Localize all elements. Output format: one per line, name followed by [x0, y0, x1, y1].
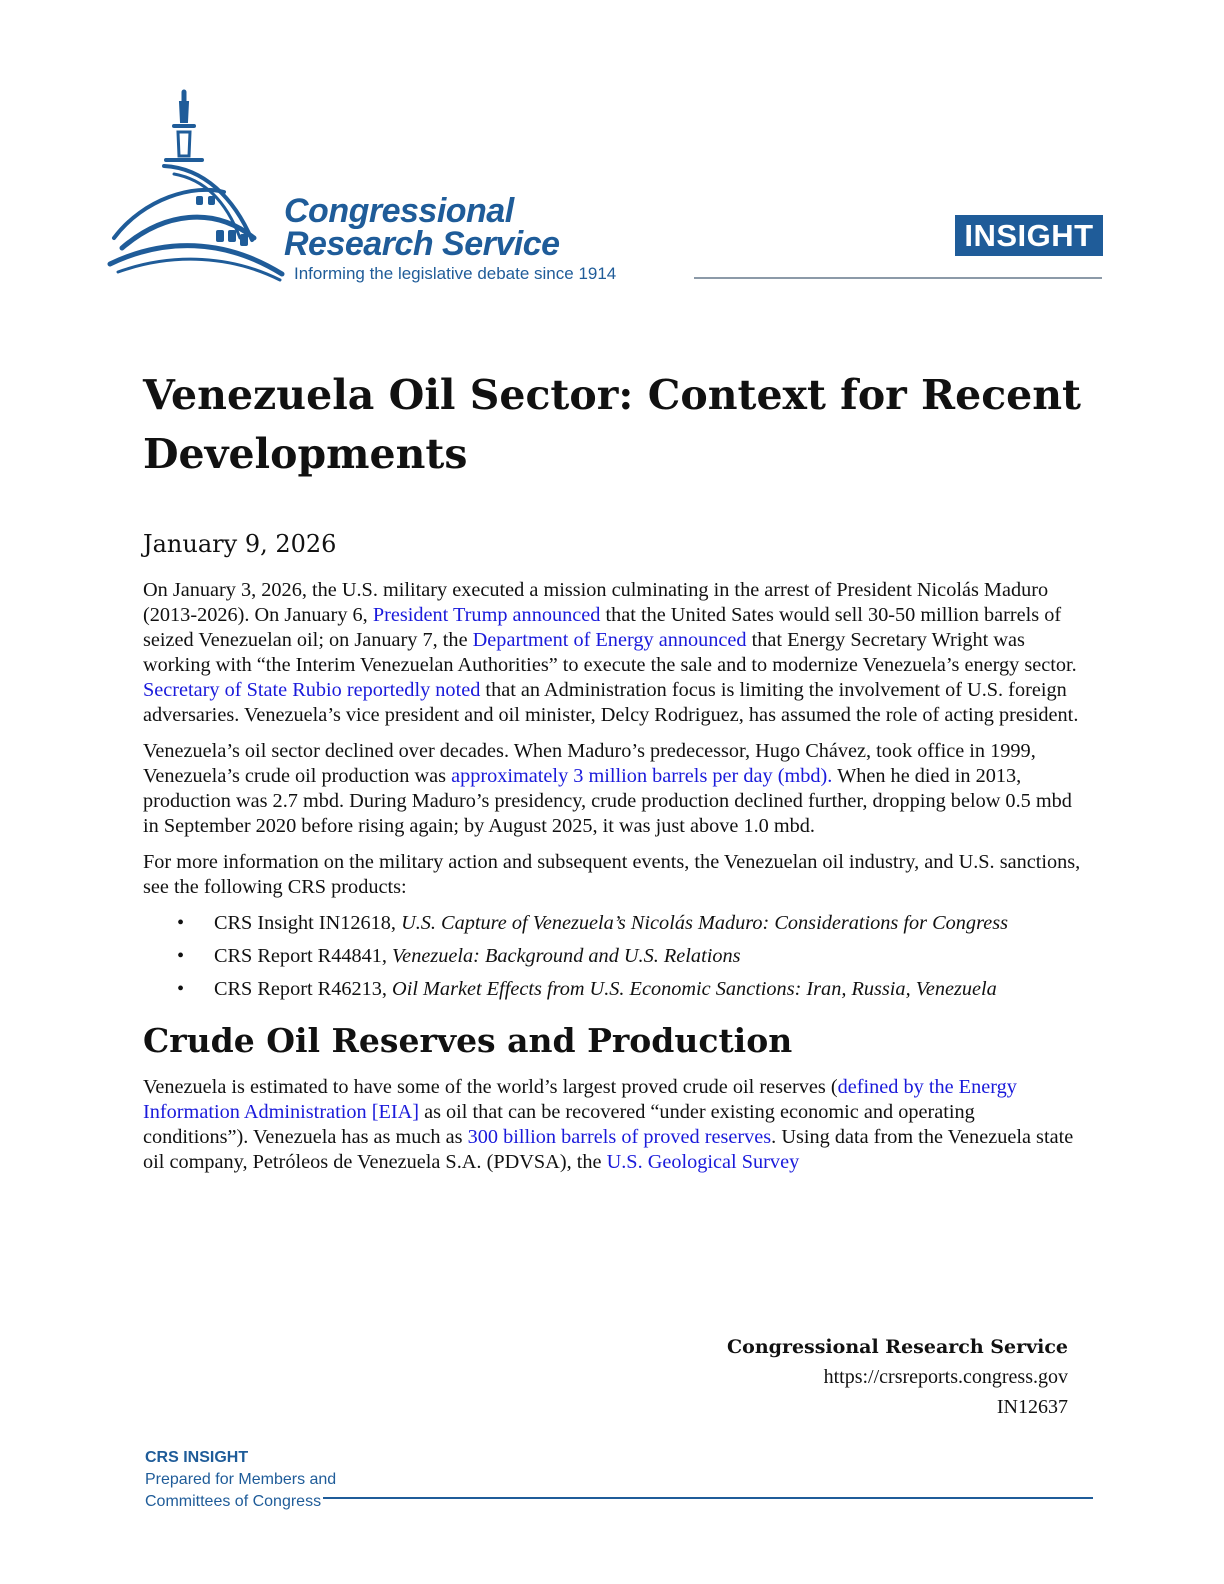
- text-run: When he died in 2013, production was 2.7 mbd. During Maduro’s presidency, crude production declined further, dropping below 0.5 mbd in September 2020 before rising again; by August 2025, it was just above 1.0 mbd.: [143, 765, 1072, 837]
- text-run: as oil that can be recovered “under existing economic and operating conditions”). Venezuela has as much as: [143, 1101, 975, 1148]
- footer-org-name: Congressional Research Service: [727, 1336, 1068, 1358]
- text-run: that Energy Secretary Wright was working with “the Interim Venezuelan Authorities” to execute the sale and to modernize Venezuela’s energy sector.: [143, 629, 1077, 676]
- crs-logo: [104, 88, 704, 288]
- org-name-line2: Research Service: [284, 225, 560, 263]
- text-run: On January 3, 2026, the U.S. military executed a mission culminating in the arrest of President Nicolás Maduro (2013-2026). On January 6,: [143, 579, 1049, 626]
- product-id: CRS Insight IN12618,: [214, 912, 402, 934]
- product-id: CRS Report R46213,: [214, 978, 393, 1000]
- section-heading-reserves: Crude Oil Reserves and Production: [143, 1021, 793, 1060]
- header-divider: [694, 277, 1102, 279]
- text-run: that the United Sates would sell 30-50 million barrels of seized Venezuelan oil; on January 7, the: [143, 604, 1062, 651]
- crs-products-list: [143, 911, 1083, 1002]
- bullet-icon: •: [177, 978, 185, 1000]
- org-name-line1: Congressional: [284, 192, 514, 230]
- publication-date: January 9, 2026: [143, 530, 337, 558]
- product-id: CRS Report R44841,: [214, 945, 393, 967]
- org-tagline: Informing the legislative debate since 1914: [294, 264, 617, 283]
- link-rubio-reportedly-noted[interactable]: Secretary of State Rubio reportedly noted: [143, 679, 481, 701]
- text-run: . Using data from the Venezuela state oil company, Petróleos de Venezuela S.A. (PDVSA), the: [143, 1126, 1074, 1173]
- footer-divider: [323, 1497, 1093, 1499]
- footer-prepared-line1: Prepared for Members and: [145, 1471, 337, 1488]
- link-300-billion-barrels[interactable]: 300 billion barrels of proved reserves: [467, 1126, 772, 1148]
- bullet-icon: •: [177, 945, 185, 967]
- bullet-icon: •: [177, 912, 185, 934]
- list-item: [143, 911, 1083, 936]
- paragraph-more-info: For more information on the military action and subsequent events, the Venezuelan oil industry, and U.S. sanctions, see the following CRS products:: [143, 851, 1081, 898]
- link-president-trump-announced[interactable]: President Trump announced: [372, 604, 601, 626]
- paragraph-oil-decline: [143, 739, 1083, 839]
- footer-url: https://crsreports.congress.gov: [823, 1366, 1068, 1388]
- page-title: Venezuela Oil Sector: Context for Recent Developments: [143, 371, 1081, 478]
- footer-info: [727, 1332, 1068, 1422]
- paragraph-intro: [143, 578, 1083, 728]
- document-body: [143, 578, 1083, 1186]
- list-item: [143, 944, 1083, 969]
- product-title: Oil Market Effects from U.S. Economic Sanctions: Iran, Russia, Venezuela: [392, 978, 997, 1000]
- footer-insight-label: CRS INSIGHT: [145, 1449, 249, 1466]
- product-title: U.S. Capture of Venezuela’s Nicolás Maduro: Considerations for Congress: [401, 912, 1009, 934]
- list-item: [143, 977, 1083, 1002]
- insight-badge: INSIGHT: [955, 215, 1103, 256]
- text-run: Venezuela’s oil sector declined over decades. When Maduro’s predecessor, Hugo Chávez, took office in 1999, Venezuela’s crude oil production was: [143, 740, 1036, 787]
- footer-prepared-line2: Committees of Congress: [145, 1493, 322, 1510]
- footer-report-id: IN12637: [996, 1396, 1068, 1418]
- link-us-geological-survey[interactable]: U.S. Geological Survey: [606, 1151, 800, 1173]
- link-department-of-energy-announced[interactable]: Department of Energy announced: [472, 629, 747, 651]
- paragraph-reserves: [143, 1075, 1083, 1175]
- footer-crs-insight: [145, 1447, 336, 1513]
- text-run: Venezuela is estimated to have some of the world’s largest proved crude oil reserves (: [143, 1076, 838, 1098]
- capitol-dome-icon: [104, 88, 304, 288]
- link-approximately-3-mbd[interactable]: approximately 3 million barrels per day (mbd).: [451, 765, 833, 787]
- text-run: that an Administration focus is limiting the involvement of U.S. foreign adversaries. Venezuela’s vice president and oil minister, Delcy Rodriguez, has assumed the role of acting president.: [143, 679, 1079, 726]
- product-title: Venezuela: Background and U.S. Relations: [392, 945, 741, 967]
- link-eia-definition[interactable]: defined by the Energy Information Administration [EIA]: [143, 1076, 1017, 1123]
